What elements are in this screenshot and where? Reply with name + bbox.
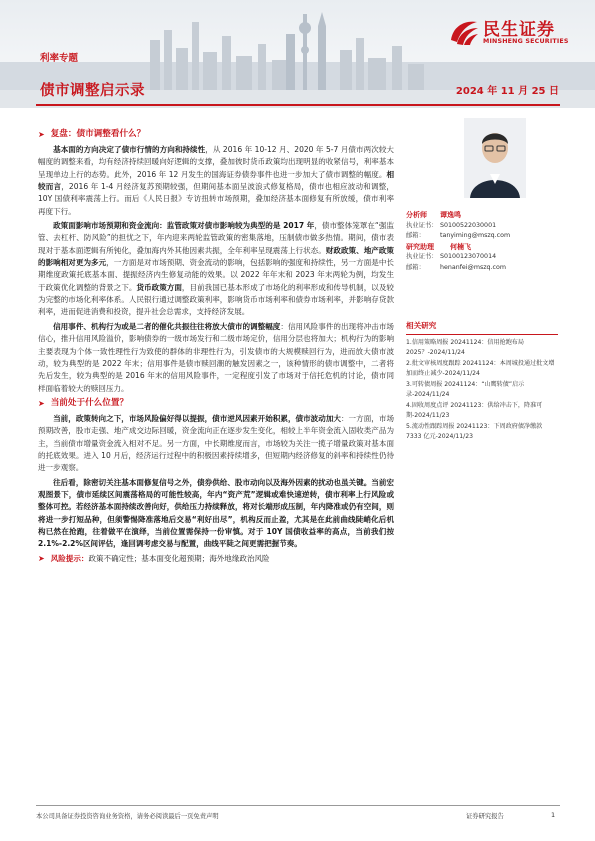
assistant-email-link[interactable]: henanfei@mszq.com (440, 263, 507, 271)
bold-text-run: 相较而言 (38, 169, 394, 192)
bold-text-run: 财政政策、地产政策的影响相对更为多元 (38, 245, 394, 268)
footer-divider (36, 805, 560, 806)
bold-text-run: 货币政策方面 (136, 282, 182, 292)
body-paragraph (38, 321, 394, 395)
text-run: ，目前我国已基本形成了市场化的利率形成和传导机制，以及较为完整的市场化利率体系。人民银行通过调整政策利率，影响货币市场利率和债券市场利率，并影响存贷款利率，进而促进消费和投资，提升社会总需求，支持经济发展。 (38, 282, 394, 317)
bold-text-run: 往后看，除密切关注基本面修复信号之外，债券供给、股市动向以及海外因素的扰动也虽关键。当前宏观图景下，债市延续区间震荡格局的可能性较高，年内“资产荒”逻辑或难快速逆转，债市利率上行风险或整体可控。若经济基本面持续改善向好，供给压力持续释放，将对长端形成压制，年内降准或仍有空间，则将进一步打短品种，但须警惕降准落地后交易“利好出尽”，机构反而止盈，尤其是在此前曲线陡峭化后机构已然在抢跑，往着做平在演绎，当前位置需保持一份审慎。对于 10Y 国债收益率的高点，当前我们按 2.1%-2.2%区间评估，逢回调考虑交易与配置，曲线平陡之间更需把握节奏。 (38, 477, 394, 549)
cert-label: 执业证书： (406, 253, 438, 260)
email-label: 邮箱： (406, 263, 425, 271)
analyst-email-row (406, 231, 558, 242)
assistant-role: 研究助理 (406, 242, 434, 251)
body-paragraph (38, 144, 394, 218)
risk-warning (38, 553, 394, 565)
analyst-info (406, 210, 558, 273)
main-content (38, 128, 394, 565)
footer-report-type: 证券研究报告 (466, 813, 504, 820)
analyst-name: 谭逸鸣 (440, 211, 461, 219)
bold-text-run: 信用事件、机构行为或是二者的催化共振往往将放大债市的调整幅度 (53, 321, 281, 331)
body-paragraph (38, 220, 394, 319)
bold-text-run: 政策面影响市场预期和资金流向：监管政策对债市影响较为典型的是 2017 年 (53, 221, 315, 231)
report-category: 利率专题 (40, 53, 79, 64)
assistant-email-row (406, 263, 558, 274)
arrow-right-icon: ➤ (38, 553, 45, 563)
page-number: 1 (551, 811, 556, 819)
bold-text-run: 基本面的方向决定了债市行情的方向和持续性 (53, 145, 206, 154)
section-heading-text: 当前处于什么位置？ (50, 397, 129, 408)
report-date: 2024 年 11 月 25 日 (455, 86, 559, 97)
text-run: ，从 2016 年 10-12 月、2020 年 5-7 月债市两次较大幅度的调整来看，均有经济持续回暖向好逻辑的支撑，叠加彼时货币政策均出现明显的收紧信号，利率基本呈现单边上行的态势。此外，2016 年 12 月发生的国海证券债券事件也进一步加大了债市调整的幅度。 (38, 145, 394, 179)
text-run: ，债市整体笼罩在“强监管、去杠杆、防风险”的担忧之下，年内迎来两轮监管政策的密集落地，压制债市做多热情。期间，债市表现对于基本面逻辑有所钝化，叠加海内外其他因素共振，全年利率呈现震荡上行状态。 (38, 221, 394, 255)
report-title: 债市调整启示录 (40, 83, 145, 99)
analyst-photo (464, 118, 526, 198)
section-heading (38, 128, 394, 141)
logo-english-name: MINSHENG SECURITIES (483, 38, 569, 45)
related-research-item[interactable]: 4.固收周度点评 20241123：供给冲击下，降准可期-2024/11/23 (406, 402, 543, 419)
title-divider (36, 104, 560, 106)
assistant-role-row (406, 242, 558, 253)
related-research-item[interactable]: 2.批文审核周度跟踪 20241124：本周城投通过批文增加而终止减少-2024/11/24 (406, 360, 555, 377)
risk-text: 政策不确定性；基本面变化超预期；海外地缘政治风险 (88, 553, 270, 563)
analyst-email-link[interactable]: tanyiming@mszq.com (440, 232, 511, 239)
text-run: ，一方面是对市场预期、资金流动的影响，包括影响的强度和持续性，另一方面是中长期维度政策托底基本面、提振经济内生修复动能的效果。以 2022 年年末和 2023 年末两轮为例，均发生于政策优化调整的背景之下。 (38, 258, 394, 292)
email-label: 邮箱： (406, 232, 425, 239)
text-run: ，2016 年 1-4 月经济复苏预期较强，但期间基本面呈波浪式修复格局，债市也相应波动和调整，10Y 国债利率震荡上行。而后《人民日报》专访扭转市场预期，叠加经济基本面修复有所放缓，债市利率再度下行。 (38, 182, 394, 216)
logo-chinese-name: 民生证券 (483, 20, 555, 40)
arrow-right-icon: ➤ (38, 130, 45, 139)
assistant-name: 何楠飞 (450, 242, 471, 251)
related-research-item[interactable]: 1.信用策略周报 20241124：信用抢跑布局 2025？-2024/11/24 (406, 339, 524, 356)
section-heading-text: 复盘：债市调整看什么？ (50, 129, 146, 139)
footer-disclaimer: 本公司具备证券投资咨询业务资格，请务必阅读最后一页免责声明 (36, 813, 219, 820)
related-research (406, 320, 558, 443)
analyst-role-row (406, 210, 558, 221)
header-banner (0, 0, 595, 108)
assistant-cert-row (406, 252, 558, 263)
arrow-right-icon: ➤ (38, 398, 45, 408)
minsheng-logo-icon (447, 14, 481, 48)
text-run: ：信用风险事件的出现将冲击市场信心，推升信用风险溢价，影响债券的一级市场发行和二级市场定价，信用分层也将加大；机构行为的影响主要表现为个体一致性理性行为致使的群体的非理性行为，引发债市的大规模赎回行为，进而放大债市波动，较为典型的是 2022 年末；信用事件是债市赎回潮的触发因素之一，该种情形的债市调整中，二者将先后发生，较为典型的是 2016 年末的信用风险事件，一定程度引发了市场对于信托危机的讨论，债市同样面临着较大的赎回压力。 (38, 321, 394, 393)
body-paragraph (38, 477, 394, 551)
body-paragraph (38, 413, 394, 475)
related-research-heading: 相关研究 (406, 320, 558, 335)
analyst-cert-row (406, 221, 558, 232)
bold-text-run: 当前，政策转向之下，市场风险偏好得以提振，债市逆风因素开始积累，债市波动加大 (53, 413, 341, 423)
related-research-item[interactable]: 5.流动性跟踪周报 20241123：下周政府债净缴款 7333 亿元-2024/11/23 (406, 423, 543, 440)
brand-logo (447, 12, 579, 58)
text-run: ：一方面，市场预期改善，股市走强、地产成交边际回暖，资金流向正在逐步发生变化，相较上半年资金流入固收类产品为主，当前债市增量资金流入相对不足。另一方面，中长期维度而言，市场较为关注一揽子增量政策对基本面的托底效果。进入 10 月后，经济运行过程中的积极因素持续增多，但短期内经济修复的斜率和持续性仍待进一步观察。 (38, 413, 394, 473)
analyst-role: 分析师 (406, 211, 427, 219)
cert-label: 执业证书： (406, 221, 438, 229)
cert-number: S0100123070014 (440, 253, 497, 260)
risk-label: 风险提示： (50, 553, 89, 563)
cert-number: S0100522030001 (440, 221, 497, 229)
related-research-item[interactable]: 3.可转债周报 20241124：“山鹰转债”启示录-2024/11/24 (406, 381, 525, 398)
section-heading (38, 397, 394, 410)
